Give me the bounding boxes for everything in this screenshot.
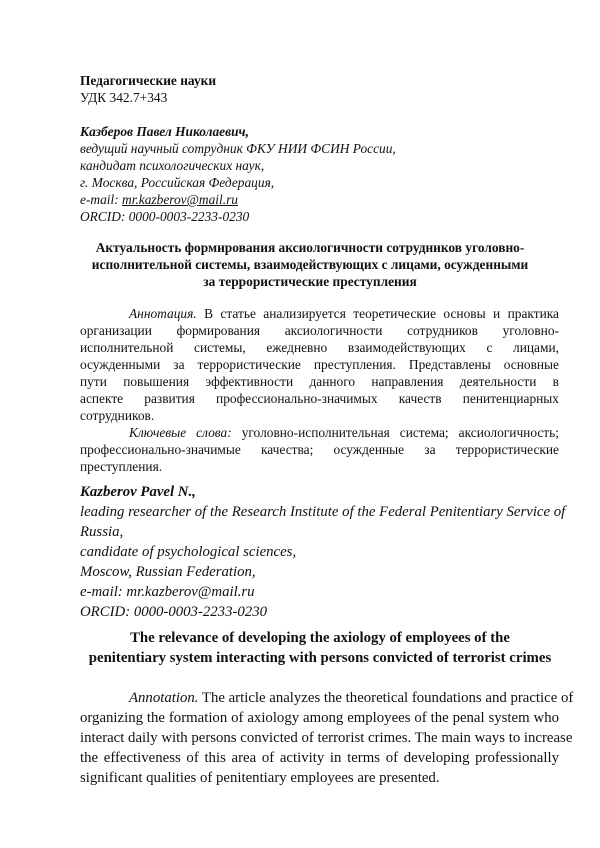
author-orcid-ru: ORCID: 0000-0003-2233-0230 (80, 209, 250, 224)
title-ru-line-1: Актуальность формирования аксиологичности сотрудников уголовно- (95, 240, 525, 255)
udc-code: УДК 342.7+343 (80, 90, 168, 105)
author-name-en: Kazberov Pavel N., (80, 484, 196, 500)
abstract-ru-label: Аннотация. (129, 306, 197, 321)
author-city-ru: г. Москва, Российская Федерация, (80, 175, 275, 190)
author-position-ru: ведущий научный сотрудник ФКУ НИИ ФСИН России, (80, 141, 396, 156)
author-city-en: Moscow, Russian Federation, (80, 564, 256, 580)
abstract-en-line-2: organizing the formation of axiology among employees of the penal system who (80, 710, 559, 726)
abstract-en-line-5: significant qualities of penitentiary employees are presented. (80, 770, 440, 786)
author-position-en-2: Russia, (80, 524, 124, 540)
title-ru-line-3: за террористические преступления (203, 274, 417, 289)
keywords-ru-first-text: уголовно-исполнительная система; аксиологичность; (231, 425, 559, 440)
abstract-ru-line-5: пути повышения эффективности данного направления деятельности в (80, 374, 559, 389)
abstract-en-line-1 (129, 688, 574, 708)
title-ru-line-2: исполнительной системы, взаимодействующих с лицами, осужденными (91, 257, 529, 272)
email-prefix-ru: e-mail: (80, 192, 123, 207)
title-en-line-2: penitentiary system interacting with persons convicted of terrorist crimes (88, 650, 552, 666)
title-en-line-1: The relevance of developing the axiology of employees of the (130, 630, 510, 646)
author-position-en-1: leading researcher of the Research Institute of the Federal Penitentiary Service of (80, 504, 566, 520)
abstract-ru-line-2: организации формирования аксиологичности сотрудников уголовно- (80, 323, 559, 338)
abstract-ru-line-6: аспекте развития профессионально-значимых качеств пенитенциарных (80, 391, 559, 406)
abstract-ru-line-3: исполнительной системы, ежедневно взаимодействующих с лицами, (80, 340, 559, 355)
abstract-en-first-text: The article analyzes the theoretical foundations and practice of (198, 690, 574, 706)
keywords-ru-line-2: профессионально-значимые качества; осужденные за террористические (80, 442, 559, 457)
section-heading: Педагогические науки (80, 73, 217, 88)
keywords-ru-label: Ключевые слова: (129, 425, 232, 440)
abstract-en-line-3: interact daily with persons convicted of terrorist crimes. The main ways to increase (80, 730, 573, 746)
abstract-ru-line-1 (129, 305, 559, 322)
keywords-ru-line-1 (129, 424, 559, 441)
author-degree-en: candidate of psychological sciences, (80, 544, 297, 560)
abstract-ru-line-4: осужденными за террористические преступления. Представлены основные (80, 357, 559, 372)
abstract-ru-line-7: сотрудников. (80, 408, 155, 423)
keywords-ru-line-3: преступления. (80, 459, 163, 474)
email-link-ru[interactable]: mr.kazberov@mail.ru (122, 192, 238, 207)
author-email-ru (80, 191, 238, 208)
author-name-ru: Казберов Павел Николаевич, (80, 124, 249, 139)
author-email-en: e-mail: mr.kazberov@mail.ru (80, 584, 255, 600)
abstract-en-label: Annotation. (129, 690, 199, 706)
author-degree-ru: кандидат психологических наук, (80, 158, 265, 173)
abstract-en-line-4: the effectiveness of this area of activity in terms of developing professionally (80, 750, 559, 766)
author-orcid-en: ORCID: 0000-0003-2233-0230 (80, 604, 267, 620)
abstract-ru-first-text: В статье анализируется теоретические основы и практика (196, 306, 559, 321)
